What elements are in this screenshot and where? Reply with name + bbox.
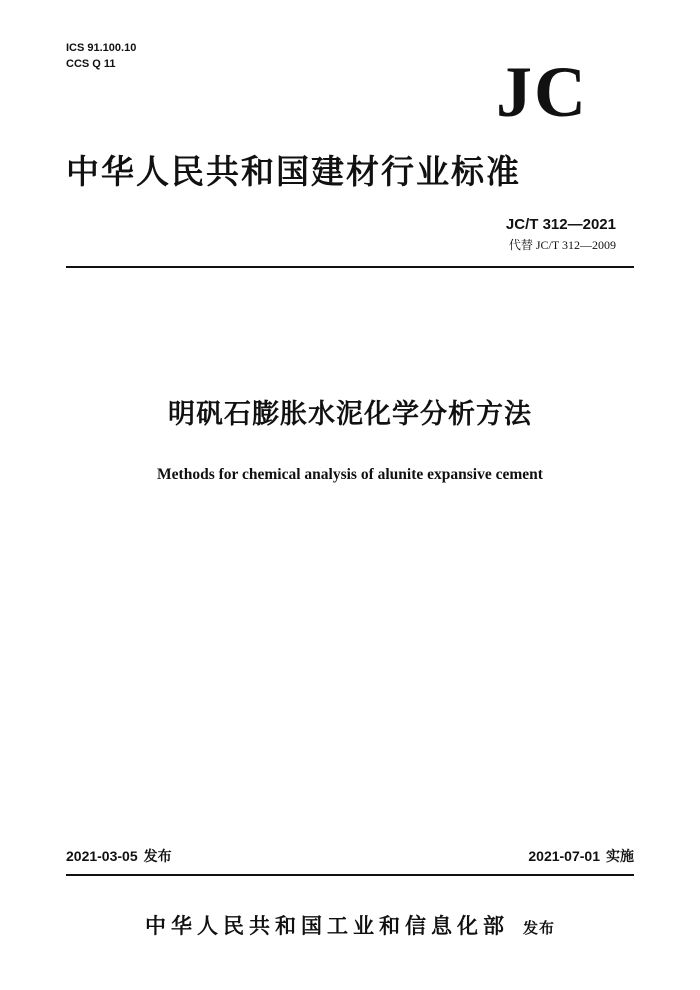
- header-divider: [66, 266, 634, 268]
- publish-label: 发布: [522, 919, 555, 937]
- standard-type-title: 中华人民共和国建材行业标准: [66, 152, 521, 191]
- issue-label: 发布: [143, 848, 172, 864]
- document-title-cn: 明矾石膨胀水泥化学分析方法: [168, 399, 532, 430]
- ccs-code: CCS Q 11: [66, 58, 116, 70]
- standard-number: JC/T 312—2021: [505, 216, 616, 233]
- issue-date-line: [66, 846, 172, 866]
- implementation-date-line: [528, 846, 634, 866]
- jc-logo: JC: [496, 52, 588, 132]
- ics-code: ICS 91.100.10: [66, 42, 137, 54]
- issuing-authority: 中华人民共和国工业和信息化部: [144, 913, 509, 938]
- footer-divider: [66, 874, 634, 876]
- issue-date: 2021-03-05: [66, 848, 138, 864]
- issuer-line: [0, 910, 700, 940]
- classification-codes: [66, 40, 136, 72]
- implementation-label: 实施: [606, 848, 634, 864]
- document-title-en: Methods for chemical analysis of alunite expansive cement: [157, 466, 543, 483]
- replaces-note: 代替 JC/T 312—2009: [508, 238, 616, 252]
- implementation-date: 2021-07-01: [528, 848, 600, 864]
